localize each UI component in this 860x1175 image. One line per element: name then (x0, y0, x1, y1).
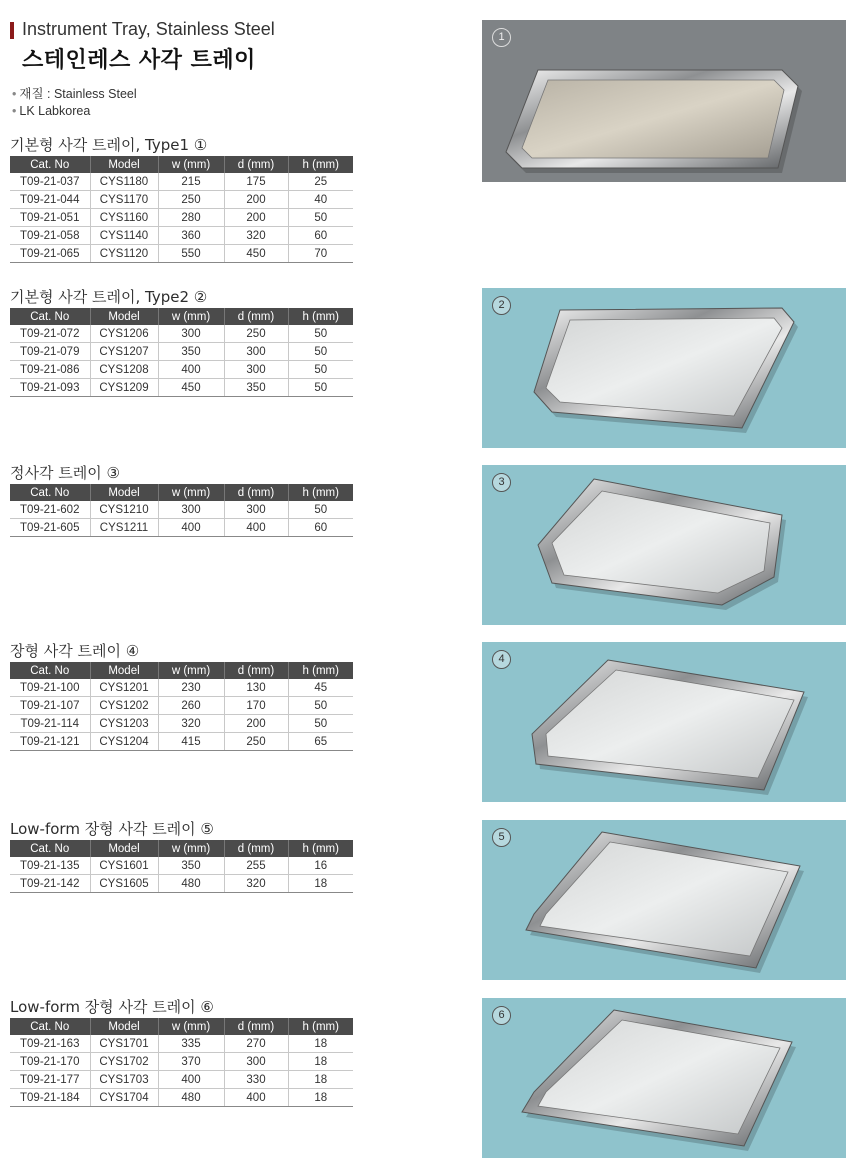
tray-photo (482, 288, 846, 448)
column-header: h (mm) (288, 1018, 353, 1035)
table-row (10, 679, 353, 697)
table-cell: 18 (288, 1053, 353, 1071)
table-cell: T09-21-093 (10, 379, 90, 397)
column-header: w (mm) (158, 308, 224, 325)
page-title-english: Instrument Tray, Stainless Steel (22, 19, 275, 39)
column-header: d (mm) (224, 662, 288, 679)
column-header: h (mm) (288, 840, 353, 857)
section-title: 정사각 트레이 ③ (10, 464, 120, 482)
table-cell: CYS1120 (90, 245, 158, 263)
table-cell: 350 (158, 857, 224, 875)
table-cell: 400 (224, 519, 288, 537)
table-cell: 320 (224, 875, 288, 893)
table-cell: 50 (288, 343, 353, 361)
table-cell: T09-21-121 (10, 733, 90, 751)
table-cell: 18 (288, 1089, 353, 1107)
title-accent-bar (10, 22, 14, 39)
spec-section (10, 286, 353, 397)
material-text: 재질 : Stainless Steel (19, 87, 137, 101)
table-cell: CYS1209 (90, 379, 158, 397)
table-cell: 300 (224, 501, 288, 519)
spec-section (10, 462, 353, 537)
table-cell: 400 (224, 1089, 288, 1107)
bullet-icon: • (12, 104, 17, 118)
tray-illustration (482, 20, 846, 182)
spec-table (10, 156, 353, 263)
table-cell: 300 (158, 501, 224, 519)
column-header: Model (90, 308, 158, 325)
column-header: d (mm) (224, 308, 288, 325)
table-cell: 175 (224, 173, 288, 191)
column-header: d (mm) (224, 840, 288, 857)
tray-bed (522, 80, 784, 158)
table-cell: 50 (288, 715, 353, 733)
table-cell: 400 (158, 361, 224, 379)
table-cell: 50 (288, 379, 353, 397)
table-cell: CYS1702 (90, 1053, 158, 1071)
table-cell: 50 (288, 209, 353, 227)
photo-number-badge: 4 (492, 650, 511, 669)
table-cell: 320 (224, 227, 288, 245)
section-title: Low-form 장형 사각 트레이 ⑥ (10, 998, 214, 1016)
table-header-row (10, 308, 353, 325)
table-row (10, 343, 353, 361)
table-cell: 250 (224, 733, 288, 751)
table-cell: 200 (224, 191, 288, 209)
column-header: Model (90, 840, 158, 857)
table-cell: 270 (224, 1035, 288, 1053)
table-cell: CYS1208 (90, 361, 158, 379)
column-header: Model (90, 662, 158, 679)
table-cell: 50 (288, 501, 353, 519)
table-row (10, 173, 353, 191)
table-cell: CYS1206 (90, 325, 158, 343)
column-header: w (mm) (158, 840, 224, 857)
table-row (10, 519, 353, 537)
table-cell: 550 (158, 245, 224, 263)
table-cell: 170 (224, 697, 288, 715)
table-cell: 400 (158, 519, 224, 537)
table-cell: T09-21-079 (10, 343, 90, 361)
table-cell: T09-21-142 (10, 875, 90, 893)
material-line (12, 84, 137, 102)
table-cell: CYS1160 (90, 209, 158, 227)
bullet-icon: • (12, 87, 17, 101)
column-header: Cat. No (10, 1018, 90, 1035)
column-header: w (mm) (158, 1018, 224, 1035)
table-cell: 280 (158, 209, 224, 227)
tray-photo (482, 642, 846, 802)
table-cell: 70 (288, 245, 353, 263)
table-cell: 25 (288, 173, 353, 191)
table-cell: 130 (224, 679, 288, 697)
table-cell: T09-21-086 (10, 361, 90, 379)
table-cell: 350 (158, 343, 224, 361)
table-cell: T09-21-065 (10, 245, 90, 263)
section-title: 기본형 사각 트레이, Type1 ① (10, 136, 208, 154)
column-header: h (mm) (288, 484, 353, 501)
column-header: w (mm) (158, 484, 224, 501)
column-header: Model (90, 1018, 158, 1035)
table-cell: CYS1601 (90, 857, 158, 875)
table-cell: 45 (288, 679, 353, 697)
brand-text: LK Labkorea (19, 104, 91, 118)
table-cell: CYS1207 (90, 343, 158, 361)
table-row (10, 715, 353, 733)
table-cell: 480 (158, 1089, 224, 1107)
table-cell: T09-21-602 (10, 501, 90, 519)
tray-illustration (482, 465, 846, 625)
table-row (10, 209, 353, 227)
table-cell: T09-21-051 (10, 209, 90, 227)
table-cell: 335 (158, 1035, 224, 1053)
table-row (10, 1035, 353, 1053)
table-header-row (10, 156, 353, 173)
spec-table (10, 308, 353, 397)
table-cell: 450 (224, 245, 288, 263)
table-cell: 65 (288, 733, 353, 751)
tray-illustration (482, 288, 846, 448)
table-cell: CYS1201 (90, 679, 158, 697)
section-title: Low-form 장형 사각 트레이 ⑤ (10, 820, 214, 838)
table-cell: 330 (224, 1071, 288, 1089)
table-cell: T09-21-100 (10, 679, 90, 697)
tray-photo (482, 20, 846, 182)
table-cell: T09-21-107 (10, 697, 90, 715)
table-cell: 260 (158, 697, 224, 715)
table-cell: 250 (158, 191, 224, 209)
spec-section (10, 996, 353, 1107)
table-cell: 250 (224, 325, 288, 343)
table-cell: CYS1140 (90, 227, 158, 245)
photo-number-badge: 1 (492, 28, 511, 47)
table-cell: CYS1704 (90, 1089, 158, 1107)
table-cell: 230 (158, 679, 224, 697)
table-cell: 370 (158, 1053, 224, 1071)
table-cell: CYS1211 (90, 519, 158, 537)
table-row (10, 379, 353, 397)
table-cell: T09-21-605 (10, 519, 90, 537)
column-header: h (mm) (288, 662, 353, 679)
table-row (10, 857, 353, 875)
photo-number-badge: 2 (492, 296, 511, 315)
section-title: 장형 사각 트레이 ④ (10, 642, 140, 660)
tray-illustration (482, 642, 846, 802)
table-cell: 400 (158, 1071, 224, 1089)
column-header: h (mm) (288, 156, 353, 173)
spec-table (10, 662, 353, 751)
column-header: Cat. No (10, 840, 90, 857)
table-row (10, 1089, 353, 1107)
table-cell: 40 (288, 191, 353, 209)
table-cell: 60 (288, 227, 353, 245)
table-cell: CYS1204 (90, 733, 158, 751)
table-cell: 50 (288, 697, 353, 715)
table-cell: T09-21-072 (10, 325, 90, 343)
table-cell: CYS1701 (90, 1035, 158, 1053)
column-header: h (mm) (288, 308, 353, 325)
table-cell: CYS1605 (90, 875, 158, 893)
table-row (10, 227, 353, 245)
brand-line (12, 104, 90, 118)
photo-number-badge: 6 (492, 1006, 511, 1025)
table-header-row (10, 840, 353, 857)
table-cell: T09-21-135 (10, 857, 90, 875)
tray-illustration (482, 998, 846, 1158)
table-cell: T09-21-044 (10, 191, 90, 209)
column-header: Model (90, 484, 158, 501)
spec-table (10, 484, 353, 537)
table-cell: CYS1170 (90, 191, 158, 209)
table-cell: 18 (288, 1035, 353, 1053)
spec-section (10, 818, 353, 893)
column-header: d (mm) (224, 156, 288, 173)
table-cell: 300 (224, 1053, 288, 1071)
spec-table (10, 840, 353, 893)
column-header: Cat. No (10, 308, 90, 325)
table-cell: CYS1202 (90, 697, 158, 715)
photo-number-badge: 5 (492, 828, 511, 847)
table-row (10, 325, 353, 343)
table-row (10, 697, 353, 715)
table-cell: 300 (224, 361, 288, 379)
table-cell: T09-21-058 (10, 227, 90, 245)
page-title-korean: 스테인레스 사각 트레이 (22, 48, 256, 73)
column-header: Model (90, 156, 158, 173)
column-header: w (mm) (158, 156, 224, 173)
table-cell: 200 (224, 209, 288, 227)
table-cell: 415 (158, 733, 224, 751)
table-cell: 350 (224, 379, 288, 397)
section-title: 기본형 사각 트레이, Type2 ② (10, 288, 208, 306)
table-cell: 360 (158, 227, 224, 245)
table-cell: 320 (158, 715, 224, 733)
spec-section (10, 640, 353, 751)
table-cell: CYS1180 (90, 173, 158, 191)
table-header-row (10, 1018, 353, 1035)
tray-photo (482, 820, 846, 980)
tray-photo (482, 465, 846, 625)
table-cell: T09-21-177 (10, 1071, 90, 1089)
table-row (10, 875, 353, 893)
table-cell: 450 (158, 379, 224, 397)
table-row (10, 733, 353, 751)
table-cell: 200 (224, 715, 288, 733)
column-header: Cat. No (10, 156, 90, 173)
tray-photo (482, 998, 846, 1158)
table-row (10, 1053, 353, 1071)
spec-table (10, 1018, 353, 1107)
table-header-row (10, 662, 353, 679)
table-cell: T09-21-037 (10, 173, 90, 191)
table-cell: 60 (288, 519, 353, 537)
table-cell: T09-21-163 (10, 1035, 90, 1053)
column-header: w (mm) (158, 662, 224, 679)
table-cell: 480 (158, 875, 224, 893)
table-cell: T09-21-114 (10, 715, 90, 733)
tray-illustration (482, 820, 846, 980)
table-cell: CYS1203 (90, 715, 158, 733)
table-cell: 16 (288, 857, 353, 875)
table-cell: 300 (224, 343, 288, 361)
table-cell: 255 (224, 857, 288, 875)
table-cell: T09-21-170 (10, 1053, 90, 1071)
column-header: d (mm) (224, 484, 288, 501)
table-row (10, 191, 353, 209)
table-cell: 215 (158, 173, 224, 191)
column-header: Cat. No (10, 662, 90, 679)
spec-section (10, 134, 353, 263)
table-cell: T09-21-184 (10, 1089, 90, 1107)
table-cell: 50 (288, 361, 353, 379)
table-row (10, 501, 353, 519)
table-cell: 18 (288, 1071, 353, 1089)
table-row (10, 245, 353, 263)
table-cell: CYS1210 (90, 501, 158, 519)
photo-number-badge: 3 (492, 473, 511, 492)
table-cell: 18 (288, 875, 353, 893)
table-header-row (10, 484, 353, 501)
column-header: d (mm) (224, 1018, 288, 1035)
table-cell: CYS1703 (90, 1071, 158, 1089)
column-header: Cat. No (10, 484, 90, 501)
table-row (10, 361, 353, 379)
table-cell: 300 (158, 325, 224, 343)
table-row (10, 1071, 353, 1089)
table-cell: 50 (288, 325, 353, 343)
